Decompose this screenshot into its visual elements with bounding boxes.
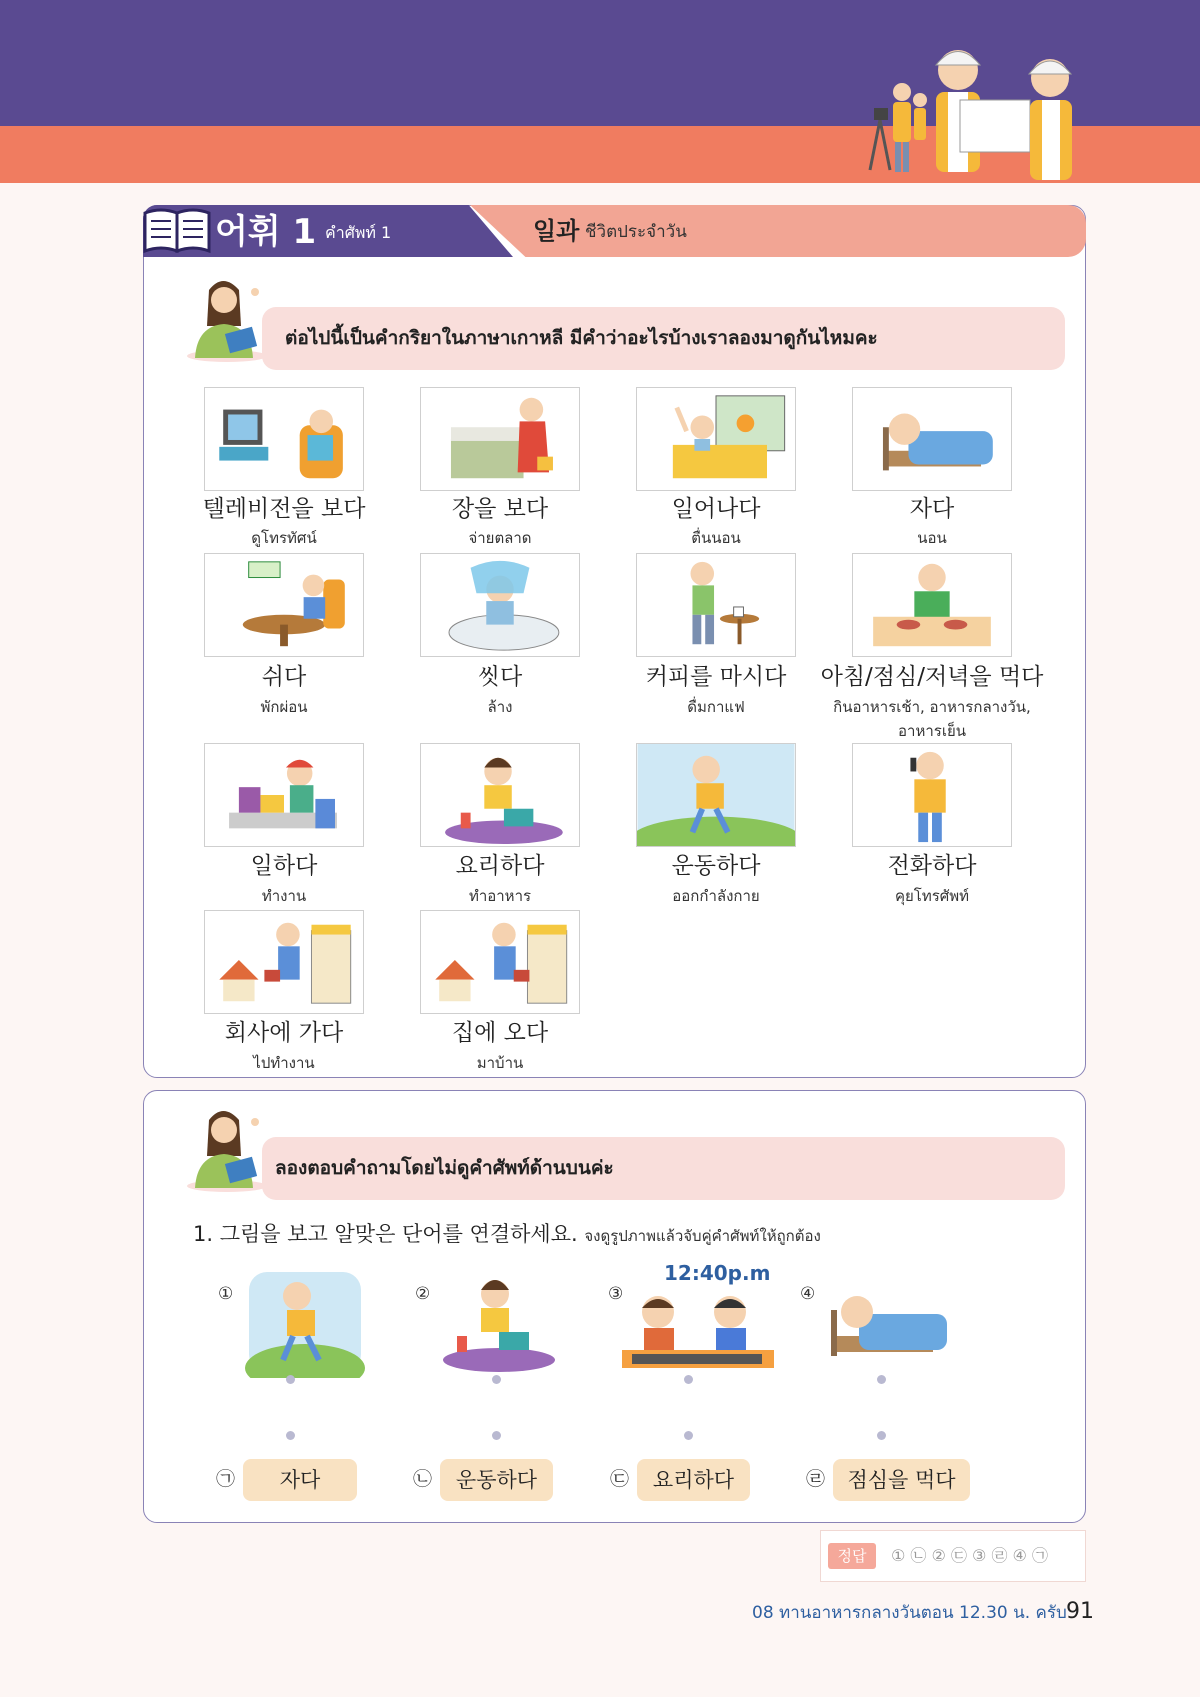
answer-mark: ㉣ [806,1468,826,1490]
match-dot-bottom-3[interactable] [684,1431,693,1440]
vocab-ko: 아침/점심/저녁을 먹다 [820,664,1044,690]
vocab-th: ตื่นนอน [691,529,741,547]
vocab-ko: 쉬다 [261,664,307,690]
answer-key-text: ① ㉡ ② ㉢ ③ ㉣ ④ ㉠ [891,1546,1048,1565]
vocab-ko: 자다 [909,496,955,522]
workers-illustration [840,20,1090,190]
vocab-th: มาบ้าน [476,1054,524,1072]
vocab-th: ทำงาน [261,887,307,905]
vocab-th: นอน [917,529,947,547]
exercise-picture-2 [437,1268,557,1378]
wake-up-card-image [636,387,796,491]
match-dot-bottom-1[interactable] [286,1431,295,1440]
vocab-ko: 전화하다 [887,853,977,879]
vocab-th: ทำอาหาร [468,887,532,905]
match-dot-top-4[interactable] [877,1375,886,1384]
section-subtitle: คำศัพท์ 1 [325,223,392,242]
vocab-th-line2: อาหารเย็น [898,722,966,740]
answer-key-label: 정답 [828,1543,876,1569]
vocab-th: ล้าง [487,698,513,716]
engineer-figure-right [1029,59,1072,180]
rest-card-image [204,553,364,657]
vocab-ko: 텔레비전을 보다 [202,496,366,522]
vocab-th: ออกกำลังกาย [672,887,760,905]
vocab-ko: 일어나다 [671,496,761,522]
answer-pill[interactable]: 요리하다 [637,1459,750,1501]
sleep-card-image [852,387,1012,491]
come-home-card-image [420,910,580,1014]
picture-number: ④ [800,1284,816,1304]
topic-subtitle: ชีวิตประจำวัน [585,222,687,242]
exercise-picture-4 [823,1280,953,1370]
wash-card-image [420,553,580,657]
vocab-ko: 요리하다 [455,853,545,879]
match-dot-bottom-4[interactable] [877,1431,886,1440]
teacher-icon [183,270,271,362]
answer-pill[interactable]: 점심을 먹다 [833,1459,970,1501]
vocab-th: ดื่มกาแฟ [687,698,745,716]
vocab-ko: 씻다 [477,664,523,690]
picture-number: ② [415,1284,431,1304]
work-card-image [204,743,364,847]
vocab-ko: 장을 보다 [451,496,549,522]
picture-number: ③ [608,1284,624,1304]
vocab-ko: 집에 오다 [451,1020,549,1046]
exercise-prompt: ลองตอบคำถามโดยไม่ดูคำศัพท์ด้านบนค่ะ [275,1157,614,1179]
answer-pill[interactable]: 운동하다 [440,1459,553,1501]
exercise-card-image [636,743,796,847]
vocab-th: กินอาหารเช้า, อาหารกลางวัน, [833,698,1031,716]
clock-time-label: 12:40p.m [664,1261,771,1285]
vocab-ko: 운동하다 [671,853,761,879]
intro-prompt: ต่อไปนี้เป็นคำกริยาในภาษาเกาหลี มีคำว่าอะไรบ้างเราลองมาดูกันไหมคะ [285,327,878,349]
answer-pill[interactable]: 자다 [243,1459,357,1501]
match-dot-top-1[interactable] [286,1375,295,1384]
question-th: จงดูรูปภาพแล้วจับคู่คำศัพท์ให้ถูกต้อง [584,1227,821,1245]
blueprint-paper [960,100,1030,152]
vocab-ko: 회사에 가다 [224,1020,344,1046]
phone-card-image [852,743,1012,847]
vocab-th: ไปทำงาน [253,1054,315,1072]
coffee-card-image [636,553,796,657]
match-dot-top-2[interactable] [492,1375,501,1384]
tv-card-image [204,387,364,491]
answer-mark: ㉡ [413,1468,433,1490]
vocab-th: พักผ่อน [260,698,308,716]
vocab-ko: 커피를 마시다 [645,664,787,690]
answer-mark: ㉢ [610,1468,630,1490]
surveyor-figure [870,83,927,172]
book-icon [141,205,213,257]
vocab-th: คุยโทรศัพท์ [894,887,970,905]
topic-title: 일과 [533,217,580,245]
question-line [193,1220,821,1250]
question-ko: 1. 그림을 보고 알맞은 단어를 연결하세요. [193,1222,578,1246]
vocab-ko: 일하다 [250,853,318,879]
match-dot-top-3[interactable] [684,1375,693,1384]
match-dot-bottom-2[interactable] [492,1431,501,1440]
answer-mark: ㉠ [216,1468,236,1490]
chapter-footer: 08 ทานอาหารกลางวันตอน 12.30 น. ครับ [752,1603,1067,1623]
teacher-icon [183,1100,271,1192]
market-card-image [420,387,580,491]
picture-number: ① [218,1284,234,1304]
vocab-th: จ่ายตลาด [468,529,532,547]
exercise-picture-1 [245,1268,365,1378]
page-number: 91 [1066,1599,1094,1624]
go-to-work-card-image [204,910,364,1014]
cook-card-image [420,743,580,847]
exercise-picture-3 [622,1288,774,1372]
vocab-th: ดูโทรทัศน์ [251,529,317,547]
section-title: 어휘 1 [215,212,317,252]
eat-card-image [852,553,1012,657]
